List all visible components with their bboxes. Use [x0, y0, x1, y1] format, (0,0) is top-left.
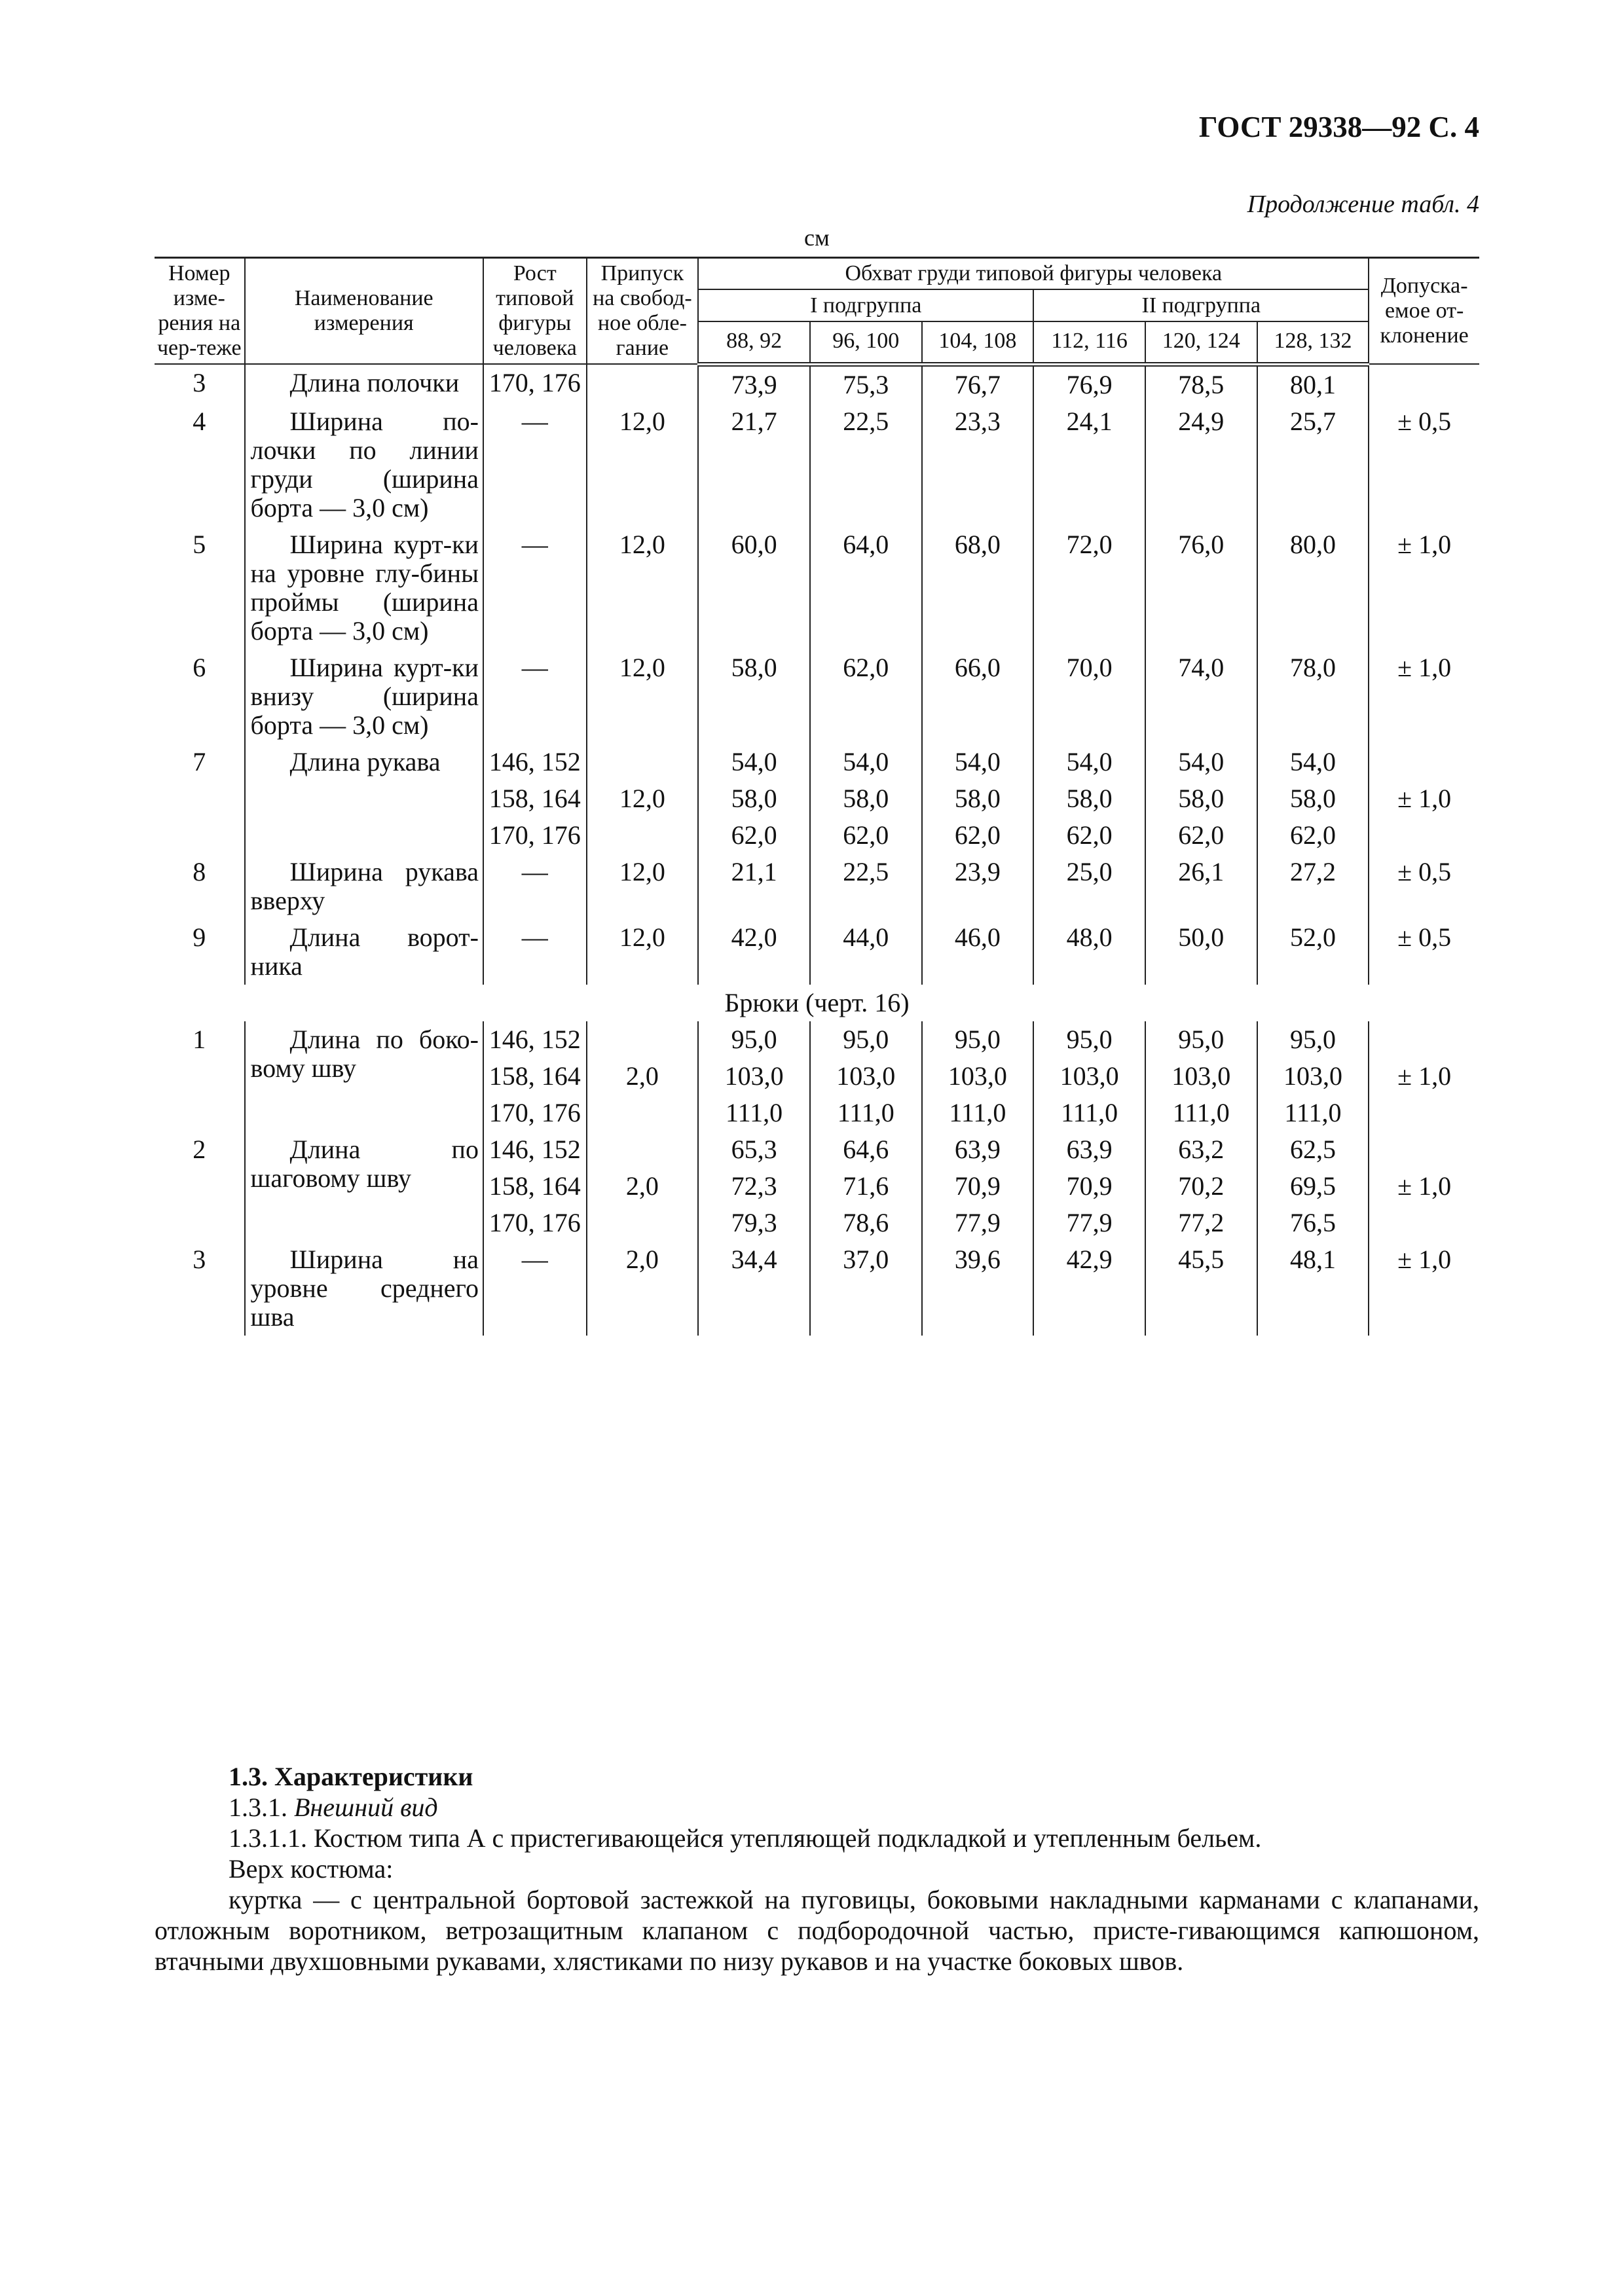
value-cell: 103,0 — [698, 1058, 810, 1095]
value-cell: 70,0 — [1033, 649, 1145, 744]
figure-height: 170, 176 — [483, 1205, 587, 1241]
figure-height: 146, 152 — [483, 1131, 587, 1168]
value-cell: 111,0 — [1033, 1095, 1145, 1131]
tolerance: ± 1,0 — [1369, 649, 1479, 744]
value-cell: 24,9 — [1145, 403, 1257, 526]
measurement-name: Ширина курт-ки внизу (ширина борта — 3,0 см) — [245, 649, 483, 744]
value-cell: 95,0 — [922, 1021, 1034, 1058]
table-row — [155, 919, 1479, 985]
table-row — [155, 526, 1479, 649]
tolerance: ± 0,5 — [1369, 919, 1479, 985]
value-cell: 76,9 — [1033, 364, 1145, 403]
allowance — [587, 364, 699, 403]
figure-height: — — [483, 403, 587, 526]
value-cell: 77,2 — [1145, 1205, 1257, 1241]
value-cell: 50,0 — [1145, 919, 1257, 985]
col-header-height: Рост типовой фигуры человека — [483, 258, 587, 365]
value-cell: 52,0 — [1257, 919, 1369, 985]
value-cell: 80,1 — [1257, 364, 1369, 403]
value-cell: 70,2 — [1145, 1168, 1257, 1205]
value-cell: 62,0 — [810, 649, 922, 744]
col-header-girth: Обхват груди типовой фигуры человека — [698, 258, 1369, 290]
value-cell: 65,3 — [698, 1131, 810, 1168]
value-cell: 103,0 — [1257, 1058, 1369, 1095]
measurement-name: Длина по боко-вому шву — [245, 1021, 483, 1131]
tolerance: ± 1,0 — [1369, 744, 1479, 854]
value-cell: 45,5 — [1145, 1241, 1257, 1336]
value-cell: 58,0 — [1257, 780, 1369, 817]
value-cell: 58,0 — [698, 780, 810, 817]
value-cell: 21,1 — [698, 854, 810, 919]
value-cell: 103,0 — [922, 1058, 1034, 1095]
measurement-name: Длина по шаговому шву — [245, 1131, 483, 1241]
value-cell: 72,3 — [698, 1168, 810, 1205]
col-header-group-2: II подгруппа — [1033, 289, 1369, 321]
value-cell: 39,6 — [922, 1241, 1034, 1336]
measurement-name: Ширина курт-ки на уровне глу-бины проймы (ширина борта — 3,0 см) — [245, 526, 483, 649]
col-header-size: 120, 124 — [1145, 321, 1257, 364]
col-header-size: 88, 92 — [698, 321, 810, 364]
value-cell: 78,5 — [1145, 364, 1257, 403]
value-cell: 62,0 — [810, 817, 922, 854]
value-cell: 75,3 — [810, 364, 922, 403]
value-cell: 64,6 — [810, 1131, 922, 1168]
value-cell: 78,6 — [810, 1205, 922, 1241]
value-cell: 58,0 — [698, 649, 810, 744]
row-number: 7 — [155, 744, 245, 854]
value-cell: 54,0 — [698, 744, 810, 780]
table-row — [155, 1241, 1479, 1336]
value-cell: 62,0 — [1257, 817, 1369, 854]
value-cell: 62,0 — [1145, 817, 1257, 854]
figure-height: — — [483, 649, 587, 744]
table-row — [155, 649, 1479, 744]
table-row — [155, 364, 1479, 403]
allowance: 12,0 — [587, 744, 699, 854]
figure-height: 146, 152 — [483, 744, 587, 780]
value-cell: 42,9 — [1033, 1241, 1145, 1336]
allowance: 12,0 — [587, 526, 699, 649]
row-number: 2 — [155, 1131, 245, 1241]
value-cell: 111,0 — [1145, 1095, 1257, 1131]
value-cell: 66,0 — [922, 649, 1034, 744]
page-header: ГОСТ 29338—92 С. 4 — [1198, 111, 1479, 143]
value-cell: 24,1 — [1033, 403, 1145, 526]
value-cell: 21,7 — [698, 403, 810, 526]
measurements-table — [155, 257, 1479, 1336]
unit-label: см — [804, 225, 830, 251]
measurement-name: Длина полочки — [245, 364, 483, 403]
measurement-name: Длина рукава — [245, 744, 483, 854]
figure-height: — — [483, 854, 587, 919]
value-cell: 54,0 — [1033, 744, 1145, 780]
value-cell: 37,0 — [810, 1241, 922, 1336]
value-cell: 23,3 — [922, 403, 1034, 526]
allowance: 12,0 — [587, 649, 699, 744]
value-cell: 63,9 — [922, 1131, 1034, 1168]
value-cell: 54,0 — [810, 744, 922, 780]
value-cell: 95,0 — [810, 1021, 922, 1058]
value-cell: 54,0 — [1257, 744, 1369, 780]
value-cell: 48,1 — [1257, 1241, 1369, 1336]
value-cell: 26,1 — [1145, 854, 1257, 919]
value-cell: 54,0 — [922, 744, 1034, 780]
tolerance: ± 1,0 — [1369, 526, 1479, 649]
col-header-group-1: I подгруппа — [698, 289, 1033, 321]
value-cell: 103,0 — [810, 1058, 922, 1095]
value-cell: 25,7 — [1257, 403, 1369, 526]
tolerance: ± 0,5 — [1369, 854, 1479, 919]
value-cell: 62,5 — [1257, 1131, 1369, 1168]
allowance: 12,0 — [587, 919, 699, 985]
measurement-name: Ширина рукава вверху — [245, 854, 483, 919]
col-header-tolerance: Допуска-емое от-клонение — [1369, 258, 1479, 365]
value-cell: 80,0 — [1257, 526, 1369, 649]
value-cell: 73,9 — [698, 364, 810, 403]
value-cell: 79,3 — [698, 1205, 810, 1241]
figure-height: 170, 176 — [483, 1095, 587, 1131]
table-row — [155, 1131, 1479, 1168]
tolerance: ± 0,5 — [1369, 403, 1479, 526]
value-cell: 95,0 — [1257, 1021, 1369, 1058]
value-cell: 71,6 — [810, 1168, 922, 1205]
value-cell: 44,0 — [810, 919, 922, 985]
allowance: 12,0 — [587, 854, 699, 919]
table-body — [155, 364, 1479, 1336]
value-cell: 58,0 — [810, 780, 922, 817]
value-cell: 68,0 — [922, 526, 1034, 649]
value-cell: 42,0 — [698, 919, 810, 985]
paragraph: Верх костюма: — [229, 1854, 394, 1884]
value-cell: 58,0 — [1145, 780, 1257, 817]
measurement-name: Ширина на уровне среднего шва — [245, 1241, 483, 1336]
allowance: 12,0 — [587, 403, 699, 526]
value-cell: 77,9 — [922, 1205, 1034, 1241]
figure-height: 170, 176 — [483, 817, 587, 854]
allowance: 2,0 — [587, 1131, 699, 1241]
measurement-name: Длина ворот-ника — [245, 919, 483, 985]
col-header-size: 112, 116 — [1033, 321, 1145, 364]
value-cell: 76,5 — [1257, 1205, 1369, 1241]
value-cell: 74,0 — [1145, 649, 1257, 744]
figure-height: 158, 164 — [483, 780, 587, 817]
table-header — [155, 258, 1479, 365]
allowance: 2,0 — [587, 1241, 699, 1336]
tolerance: ± 1,0 — [1369, 1131, 1479, 1241]
value-cell: 72,0 — [1033, 526, 1145, 649]
row-number: 9 — [155, 919, 245, 985]
col-header-size: 96, 100 — [810, 321, 922, 364]
figure-height: — — [483, 919, 587, 985]
value-cell: 25,0 — [1033, 854, 1145, 919]
tolerance: ± 1,0 — [1369, 1021, 1479, 1131]
tolerance — [1369, 364, 1479, 403]
value-cell: 58,0 — [922, 780, 1034, 817]
value-cell: 62,0 — [1033, 817, 1145, 854]
section-heading: 1.3. Характеристики — [229, 1762, 473, 1791]
subsection-heading: 1.3.1. Внешний вид — [229, 1793, 438, 1822]
value-cell: 77,9 — [1033, 1205, 1145, 1241]
value-cell: 111,0 — [1257, 1095, 1369, 1131]
col-header-size: 104, 108 — [922, 321, 1034, 364]
row-number: 1 — [155, 1021, 245, 1131]
row-number: 5 — [155, 526, 245, 649]
allowance: 2,0 — [587, 1021, 699, 1131]
paragraph: 1.3.1.1. Костюм типа А с пристегивающейся утепляющей подкладкой и утепленным бельем. — [229, 1823, 1262, 1853]
section-title-trousers: Брюки (черт. 16) — [724, 987, 910, 1017]
value-cell: 103,0 — [1145, 1058, 1257, 1095]
figure-height: 146, 152 — [483, 1021, 587, 1058]
col-header-allowance: Припуск на свобод-ное обле-гание — [587, 258, 699, 365]
col-header-num: Номер изме-рения на чер-теже — [155, 258, 245, 365]
measurement-name: Ширина по-лочки по линии груди (ширина борта — 3,0 см) — [245, 403, 483, 526]
value-cell: 62,0 — [698, 817, 810, 854]
value-cell: 70,9 — [922, 1168, 1034, 1205]
value-cell: 70,9 — [1033, 1168, 1145, 1205]
value-cell: 34,4 — [698, 1241, 810, 1336]
col-header-name: Наименование измерения — [245, 258, 483, 365]
paragraph: куртка — с центральной бортовой застежкой на пуговицы, боковыми накладными карманами с клапанами, отложным воротником, ветрозащитным клапаном с подбородочной частью, присте-гивающимся капюшоном, втачными двухшовными рукавами, хлястиками по низу рукавов и на участке боковых швов. — [155, 1885, 1479, 1976]
value-cell: 69,5 — [1257, 1168, 1369, 1205]
value-cell: 62,0 — [922, 817, 1034, 854]
value-cell: 76,7 — [922, 364, 1034, 403]
value-cell: 64,0 — [810, 526, 922, 649]
figure-height: — — [483, 526, 587, 649]
figure-height: — — [483, 1241, 587, 1336]
table-row — [155, 744, 1479, 780]
value-cell: 78,0 — [1257, 649, 1369, 744]
value-cell: 60,0 — [698, 526, 810, 649]
table-row — [155, 854, 1479, 919]
table-row — [155, 403, 1479, 526]
value-cell: 111,0 — [698, 1095, 810, 1131]
value-cell: 111,0 — [810, 1095, 922, 1131]
table-row — [155, 985, 1479, 1021]
value-cell: 46,0 — [922, 919, 1034, 985]
tolerance: ± 1,0 — [1369, 1241, 1479, 1336]
col-header-size: 128, 132 — [1257, 321, 1369, 364]
value-cell: 22,5 — [810, 403, 922, 526]
row-number: 4 — [155, 403, 245, 526]
table-row — [155, 1021, 1479, 1058]
row-number: 6 — [155, 649, 245, 744]
value-cell: 111,0 — [922, 1095, 1034, 1131]
value-cell: 63,2 — [1145, 1131, 1257, 1168]
value-cell: 23,9 — [922, 854, 1034, 919]
value-cell: 95,0 — [1145, 1021, 1257, 1058]
figure-height: 170, 176 — [483, 364, 587, 403]
value-cell: 76,0 — [1145, 526, 1257, 649]
value-cell: 95,0 — [698, 1021, 810, 1058]
value-cell: 27,2 — [1257, 854, 1369, 919]
value-cell: 54,0 — [1145, 744, 1257, 780]
value-cell: 95,0 — [1033, 1021, 1145, 1058]
table-continuation-label: Продолжение табл. 4 — [1247, 191, 1479, 218]
body-text — [155, 1761, 1479, 1977]
row-number: 8 — [155, 854, 245, 919]
value-cell: 58,0 — [1033, 780, 1145, 817]
value-cell: 63,9 — [1033, 1131, 1145, 1168]
row-number: 3 — [155, 1241, 245, 1336]
figure-height: 158, 164 — [483, 1058, 587, 1095]
row-number: 3 — [155, 364, 245, 403]
figure-height: 158, 164 — [483, 1168, 587, 1205]
value-cell: 48,0 — [1033, 919, 1145, 985]
value-cell: 22,5 — [810, 854, 922, 919]
value-cell: 103,0 — [1033, 1058, 1145, 1095]
